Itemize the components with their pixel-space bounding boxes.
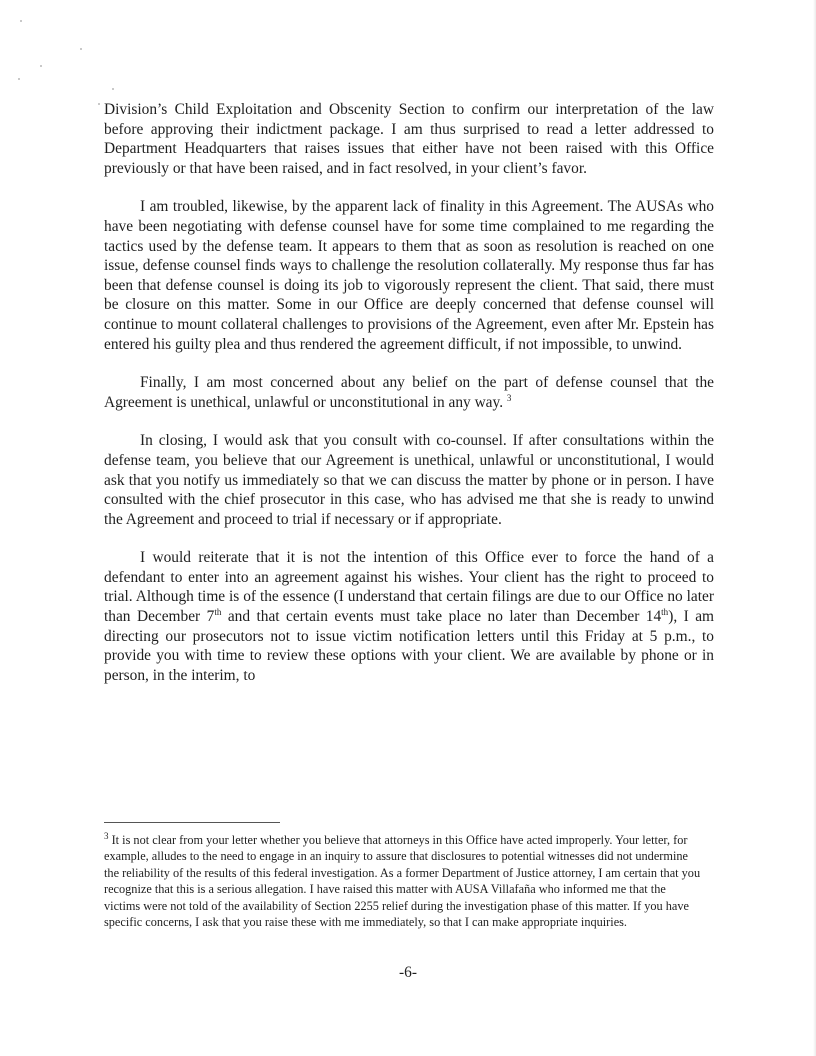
footnote-separator (104, 822, 280, 823)
paragraph-ethics-concern (104, 373, 714, 412)
paragraph-text: ), I am directing our prosecutors not to issue victim notification letters until this Friday at 5 p.m., to provide you with time to review these options with your client. We are available by phone or in person, in the interim, to (104, 608, 714, 684)
letter-body (104, 100, 714, 704)
scan-speck (80, 48, 82, 50)
scan-speck (98, 103, 100, 105)
footnote-marker: 3 (104, 830, 109, 841)
paragraph-text: Division’s Child Exploitation and Obscenity Section to confirm our interpretation of the law before approving their indictment package. I am thus surprised to read a letter addressed to Department Headquarters that raises issues that either have not been raised with this Office previously or that have been raised, and in fact resolved, in your client’s favor. (104, 101, 714, 177)
paragraph-reiterate (104, 548, 714, 685)
paragraph-text: I am troubled, likewise, by the apparent lack of finality in this Agreement. The AUSAs who have been negotiating with defense counsel have for some time complained to me regarding the tactics used by the defense team. It appears to them that as soon as resolution is reached on one issue, defense counsel finds ways to challenge the resolution collaterally. My response thus far has been that defense counsel is doing its job to vigorously represent the client. That said, there must be closure on this matter. Some in our Office are deeply concerned that defense counsel will continue to mount collateral challenges to provisions of the Agreement, even after Mr. Epstein has entered his guilty plea and thus rendered the agreement difficult, if not impossible, to unwind. (104, 198, 714, 353)
page-number: -6- (399, 964, 417, 981)
ordinal-suffix: th (214, 606, 222, 617)
paragraph-text: and that certain events must take place no later than December 14 (221, 608, 662, 626)
scan-speck (40, 65, 42, 67)
paragraph-closing (104, 431, 714, 529)
paragraph-finality (104, 197, 714, 354)
paragraph-text: In closing, I would ask that you consult with co-counsel. If after consultations within the defense team, you believe that our Agreement is unethical, unlawful or unconstitutional, I would ask that you notify us immediately so that we can discuss the matter by phone or in person. I have consulted with the chief prosecutor in this case, who has advised me that she is ready to unwind the Agreement and proceed to trial if necessary or if appropriate. (104, 432, 714, 528)
ordinal-suffix: th (661, 606, 669, 617)
scan-speck (20, 20, 22, 22)
footnote-reference: 3 (506, 392, 512, 403)
paragraph-text: I would reiterate that it is not the intention of this Office ever to force the hand of a defendant to enter into an agreement against his wishes. Your client has the right to proceed to trial. Although time is of the essence (I understand that certain filings are due to our Office no later than December 7 (104, 549, 714, 626)
paragraph-text: Finally, I am most concerned about any belief on the part of defense counsel that the Agreement is unethical, unlawful or unconstitutional in any way. (104, 374, 714, 411)
scan-speck (18, 78, 20, 80)
paragraph-continuation (104, 100, 714, 178)
footnote-text: It is not clear from your letter whether you believe that attorneys in this Office have acted improperly. Your letter, for example, alludes to the need to engage in an inquiry to assure that disclosures to potential witnesses did not undermine the reliability of the results of this federal investigation. As a former Department of Justice attorney, I am certain that you recognize that this is a serious allegation. I have raised this matter with AUSA Villafaña who informed me that the victims were not told of the availability of Section 2255 relief during the investigation phase of this matter. If you have specific concerns, I ask that you raise these with me immediately, so that I can make appropriate inquiries. (104, 833, 701, 930)
footnote (104, 832, 704, 930)
scan-speck (112, 88, 114, 90)
